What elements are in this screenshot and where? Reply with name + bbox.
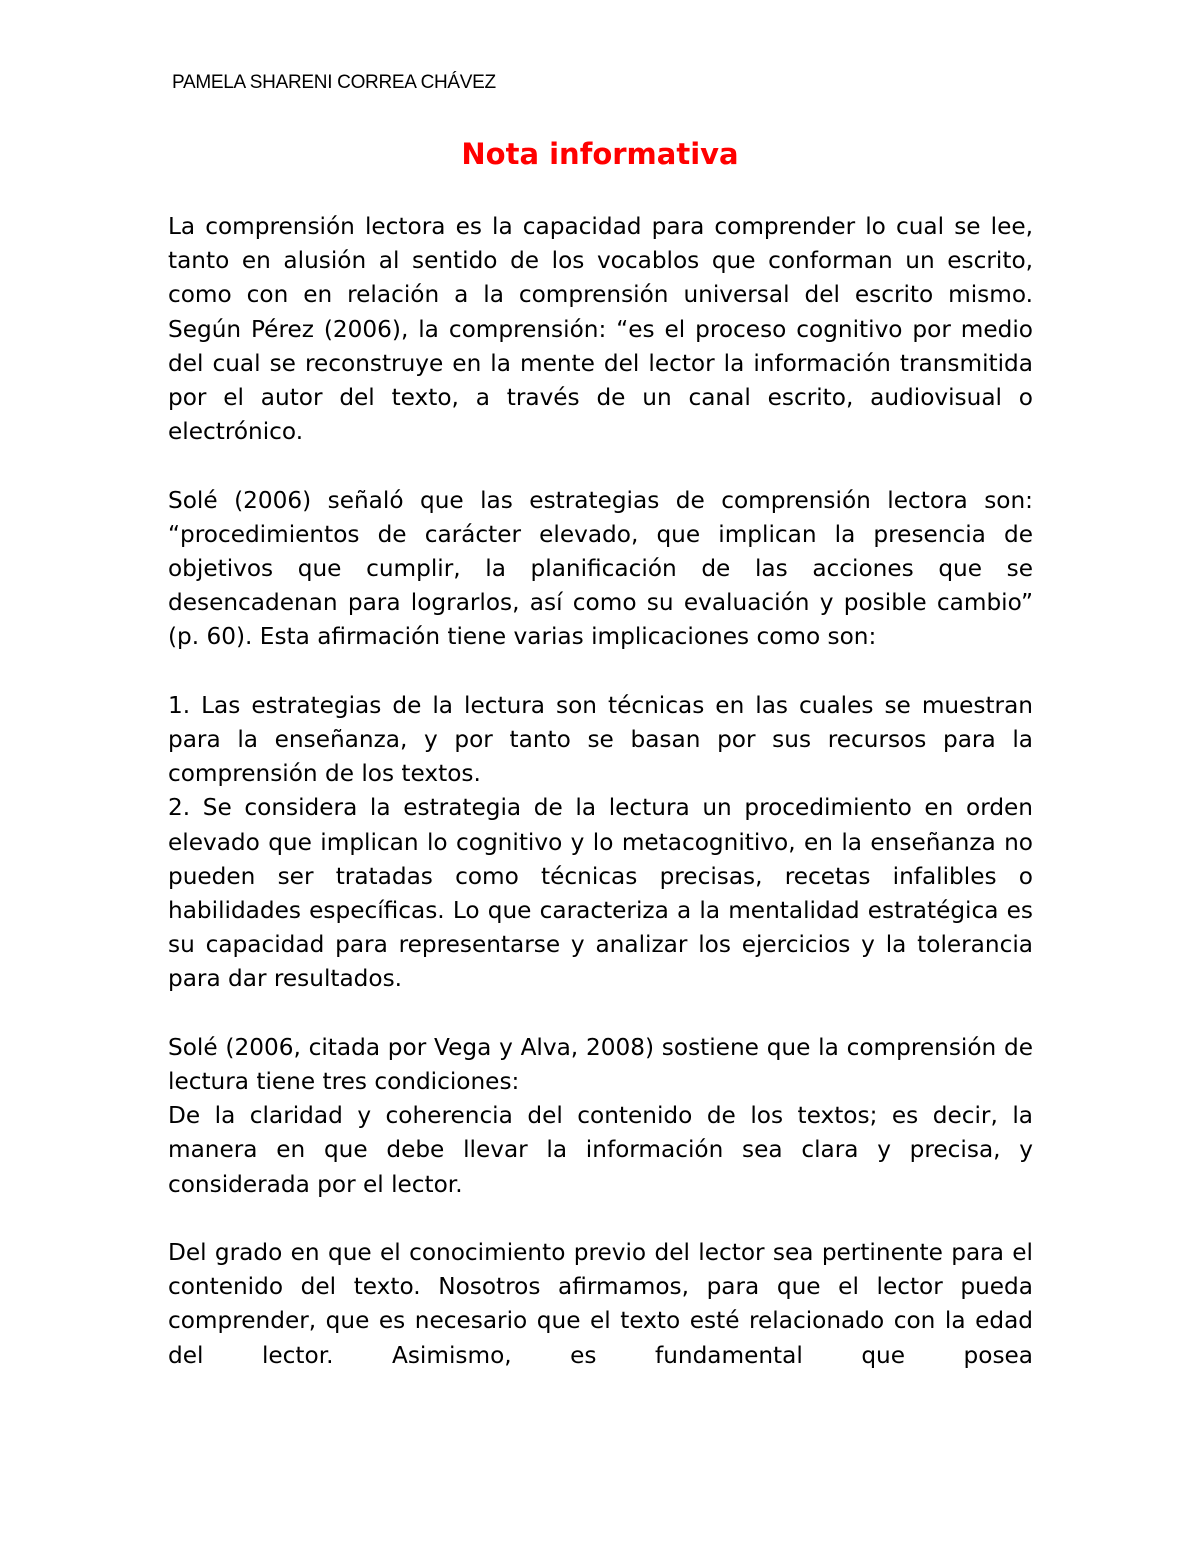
paragraph-intro: La comprensión lectora es la capacidad para comprender lo cual se lee, tanto en alusión al sentido de los vocablos que conforman un escrito, como con en relación a la comprensión universal del escrito mismo. Según Pérez (2006), la comprensión: “es el proceso cognitivo por medio del cual se reconstruye en la mente del lector la información transmitida por el autor del texto, a través de un canal escrito, audiovisual o electrónico. bbox=[168, 213, 1033, 446]
paragraph-condition-prior-knowledge: Del grado en que el conocimiento previo del lector sea pertinente para el contenido del texto. Nosotros afirmamos, para que el lector pueda comprender, que es necesario que el texto esté relacionado con la edad del lector. Asimismo, es fundamental que posea bbox=[168, 1239, 1033, 1369]
author-name: PAMELA SHARENI CORREA CHÁVEZ bbox=[172, 72, 496, 93]
paragraph-sole-strategies: Solé (2006) señaló que las estrategias de comprensión lectora son: “procedimientos de carácter elevado, que implican la presencia de objetivos que cumplir, la planificación de las acciones que se desencadenan para lograrlos, así como su evaluación y posible cambio” (p. 60). Esta afirmación tiene varias implicaciones como son: bbox=[168, 486, 1033, 651]
document-body bbox=[168, 210, 1033, 1373]
paragraph-sole-conditions: Solé (2006, citada por Vega y Alva, 2008) sostiene que la comprensión de lectura tiene tres condiciones: bbox=[168, 1033, 1033, 1096]
document-title: Nota informativa bbox=[461, 137, 739, 171]
paragraph-condition-clarity: De la claridad y coherencia del contenido de los textos; es decir, la manera en que debe llevar la información sea clara y precisa, y considerada por el lector. bbox=[168, 1102, 1033, 1198]
list-item-2: 2. Se considera la estrategia de la lectura un procedimiento en orden elevado que implican lo cognitivo y lo metacognitivo, en la enseñanza no pueden ser tratadas como técnicas precisas, recetas infalibles o habilidades específicas. Lo que caracteriza a la mentalidad estratégica es su capacidad para representarse y analizar los ejercicios y la tolerancia para dar resultados. bbox=[168, 794, 1033, 993]
list-item-1: 1. Las estrategias de la lectura son técnicas en las cuales se muestran para la enseñanza, y por tanto se basan por sus recursos para la comprensión de los textos. bbox=[168, 691, 1033, 788]
